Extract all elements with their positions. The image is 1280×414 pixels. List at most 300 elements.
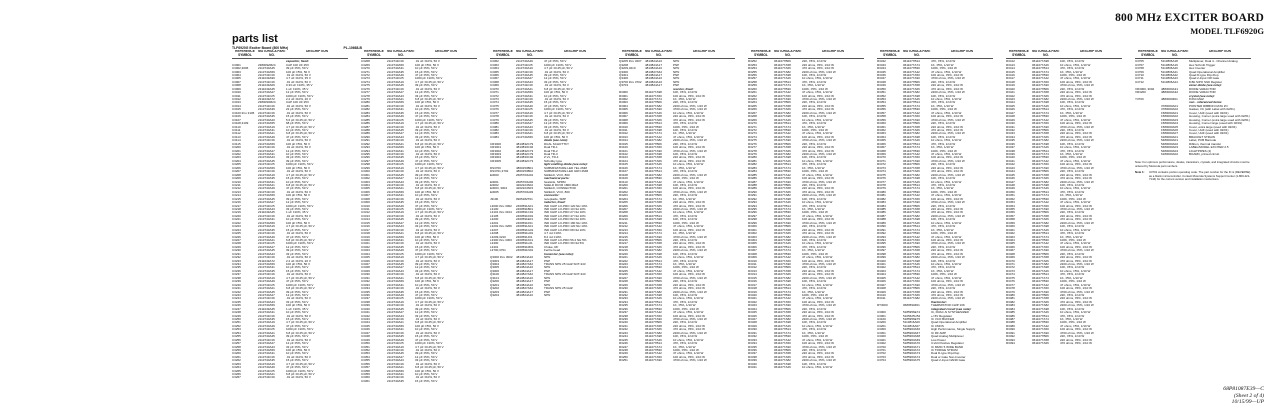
desc-cell: NPN [544, 256, 551, 260]
part-cell: 2113740A59 [387, 369, 404, 373]
desc-cell: 1000 pF ±10%, 50 V [415, 252, 443, 256]
ref-cell: U3100 [877, 318, 886, 321]
part-cell: 2113741F25 [258, 283, 275, 287]
desc-cell: 4.7 pF ±0.25 pF, 50 V [286, 173, 315, 177]
part-cell: 0611077B06 [1032, 335, 1049, 339]
part-cell: 0611077B30 [645, 125, 662, 129]
header-description: DESCRIPTION [1209, 50, 1231, 53]
desc-cell: 4700 ohms, ±5%, 1/10 W [931, 283, 965, 287]
desc-cell: 47 ohms, ±5%, 1/10 W [931, 153, 962, 156]
desc-cell: 15 pF ±5%, 50 V [286, 177, 309, 181]
ref-cell: R3383 [877, 201, 886, 205]
desc-cell: 470 ohms, ±5%, 1/10 W [931, 87, 963, 91]
ref-cell: C3373 [490, 98, 499, 101]
desc-cell: 47 ohms, ±5%, 1/10 W [802, 214, 833, 218]
desc-cell: IC VCO BUFFER [931, 318, 955, 321]
ref-cell: C3229 [232, 245, 241, 249]
part-cell: 2113740A27 [387, 221, 404, 225]
ref-cell: C3260 [232, 352, 241, 356]
ref-cell: R3413 [1006, 63, 1015, 67]
part-cell: 0611077A90 [774, 345, 791, 349]
part-cell: 3780000A02 [1161, 108, 1179, 112]
ref-cell: R3220 [619, 252, 628, 256]
part-cell: 2113741F25 [387, 118, 404, 122]
part-cell: 2113741F25 [387, 208, 404, 211]
ref-cell: R3347 [877, 77, 886, 81]
part-cell: 0611077B06 [903, 245, 920, 249]
part-cell: 2113740A59 [258, 348, 275, 352]
part-cell: 0611077A50 [1032, 163, 1049, 167]
ref-cell: C3279 [361, 98, 370, 101]
part-cell: 0611077A66 [1032, 177, 1049, 181]
ref-cell: R3330 [748, 328, 757, 332]
ref-cell: R3273 [748, 132, 757, 136]
desc-cell: 47 pF ±5%, 50 V [415, 249, 438, 253]
ref-cell: R3339 [748, 359, 757, 363]
part-cell: 0611077A98 [903, 177, 920, 181]
ref-cell: R3010 [619, 125, 628, 129]
ref-cell: R3432 [1006, 128, 1015, 132]
part-cell: 0611077B30 [645, 221, 662, 225]
part-cell: 0611077B06 [1032, 128, 1049, 132]
ref-cell: R3237 [619, 311, 628, 315]
part-cell: 0611077A26 [645, 297, 662, 301]
part-cell: 0611077A26 [903, 221, 920, 225]
ref-cell: R3259 [748, 84, 757, 88]
desc-cell: High Performance, Single Supply [931, 328, 976, 332]
ref-cell: R3408 [877, 287, 886, 291]
part-cell: 2113741F49 [387, 287, 404, 291]
ref-cell: R3298 [748, 218, 757, 222]
desc-cell: 10 ohms, ±5%, 1/10 W [1060, 104, 1091, 108]
desc-cell: 100 ohms, ±5%, 1/10 W [1060, 163, 1092, 167]
ref-cell: C3347 [361, 331, 370, 335]
ref-cell: C3345 [361, 324, 370, 328]
desc-cell: 4700 ohms, ±5%, 1/10 W [802, 345, 836, 349]
ref-cell: R3216 [619, 238, 628, 242]
ref-cell: C3269 [361, 63, 370, 67]
desc-cell: TRANS NPN 25 GHZ SOT-343 [544, 263, 586, 266]
desc-cell: 22K, ±5%, 1/10 W [673, 194, 698, 198]
part-cell: 2113740A21 [258, 287, 275, 291]
desc-cell: 12 pF ±5%, 50 V [286, 293, 309, 297]
desc-cell: 22K, ±5%, 1/10 W [802, 348, 827, 352]
ref-cell: C3247 [232, 307, 241, 311]
ref-cell: R3367 [877, 146, 886, 150]
ref-cell: R3389 [877, 221, 886, 225]
header-part-number: MOTOROLA PART NO. [774, 50, 802, 57]
ref-cell: C3259 [232, 348, 241, 352]
part-cell: 2113740A31 [387, 373, 404, 376]
desc-cell: POINTER RIBBON DATA I/O [1189, 104, 1228, 108]
part-cell: 0611077A98 [645, 293, 662, 297]
desc-cell: 12 pF ±5%, 50 V [415, 355, 438, 359]
desc-cell: 1000 pF ±10%, 50 V [415, 297, 443, 301]
desc-cell: 10 pF ±5%, 50 V [286, 153, 309, 156]
part-cell: 2113740A45 [387, 218, 404, 222]
ref-cell: C3257 [232, 342, 241, 346]
part-cell: 4883000A31 [1161, 87, 1179, 91]
part-cell: 2113740A35 [387, 290, 404, 294]
ref-cell: R3253 [748, 63, 757, 67]
ref-cell: R3436 [1006, 142, 1015, 146]
part-cell: 0611077B30 [774, 170, 791, 174]
desc-cell: 47 ohms, ±5%, 1/10 W [802, 91, 833, 95]
ref-cell: C3297 [361, 159, 370, 163]
desc-cell: 220 ohms, ±5%, 1/10 W [673, 242, 705, 246]
ref-cell: C3278 [361, 94, 370, 98]
desc-cell: .01 uF ±10%, 50 V [415, 376, 440, 380]
part-cell: 2113740A59 [258, 166, 275, 170]
part-cell: 0611077A58 [645, 115, 662, 119]
ref-cell: R3279 [748, 153, 757, 156]
part-cell: 2113741F49 [387, 331, 404, 335]
ref-cell: R3105 [619, 163, 628, 167]
desc-cell: 470 ohms, ±5%, 1/10 W [673, 287, 705, 291]
desc-cell: 10 ohms, ±5%, 1/10 W [931, 98, 962, 101]
part-cell: 0611077A82 [903, 297, 920, 301]
desc-cell: 10K, ±5%, 1/10 W [802, 73, 827, 77]
desc-cell: 470 ohms, ±5%, 1/10 W [931, 252, 963, 256]
part-cell: 4202224S03 [516, 187, 534, 191]
part-cell: 5480000A04 [1161, 149, 1179, 153]
part-cell: 0611077A98 [774, 280, 791, 284]
part-cell: 0611077A66 [1032, 94, 1049, 98]
desc-cell: 10K, ±5%, 1/10 W [673, 128, 698, 132]
ref-cell: R3278 [748, 149, 757, 153]
ref-cell: C3112 [232, 132, 241, 136]
ref-cell: R3227 [619, 276, 628, 280]
part-cell: 0611077B06 [1032, 252, 1049, 256]
desc-cell: IC, FRAC-N SYNTHESIZER [931, 311, 969, 315]
header-ref-symbol: REFERENCE SYMBOL [493, 50, 513, 57]
header-part-number: MOTOROLA PART NO. [1161, 50, 1189, 57]
part-cell: 2113741F49 [516, 128, 533, 132]
table-row [1006, 342, 1122, 345]
desc-cell: SHIELD, VCO, 800 [544, 190, 570, 194]
part-cell: 2113741F49 [516, 98, 533, 101]
desc-cell: 10 ohms, ±5%, 1/10 W [673, 111, 704, 115]
part-cell: 0611077A58 [1032, 173, 1049, 177]
desc-cell: 10 ohms, ±5%, 1/10 W [1060, 269, 1091, 273]
ref-cell: R3352 [877, 94, 886, 98]
ref-cell: R3377 [877, 180, 886, 184]
ref-cell: R3421 [1006, 91, 1015, 95]
part-cell: 0611077A82 [774, 153, 791, 156]
part-cell: 0611077B30 [645, 266, 662, 270]
part-cell: 2113740A59 [516, 91, 533, 95]
desc-cell: 470 ohms, ±5%, 1/10 W [802, 190, 834, 194]
desc-cell: 0.33 uF ±10%, 35 V [286, 84, 313, 88]
ref-cell: R3371 [877, 159, 886, 163]
ref-cell: R3402 [877, 266, 886, 270]
part-cell: 0611077A50 [903, 197, 920, 201]
part-cell: 2113741F49 [516, 115, 533, 119]
part-cell: 0611077A82 [903, 91, 920, 95]
ref-cell: C3250 [232, 318, 241, 321]
ref-cell: C3333 [361, 283, 370, 287]
part-cell: 5113816A09 [903, 321, 920, 325]
desc-cell: 100K, ±5%, 1/10 W [931, 232, 957, 236]
part-cell: 2113741F49 [387, 104, 404, 108]
part-cell: 0611077B30 [903, 190, 920, 194]
ref-cell: C3280 [361, 101, 370, 105]
part-cell: 0611077A74 [645, 232, 662, 236]
ref-cell: CR3001 [490, 146, 502, 150]
desc-cell: 47K, ±5%, 1/10 W [673, 259, 698, 263]
desc-cell: 1K, ±5%, 1/10 W [673, 166, 696, 170]
parts-column [490, 50, 606, 390]
part-cell: 2113740A31 [258, 311, 275, 315]
ref-cell: C3354 [361, 355, 370, 359]
desc-cell: 39 pF ±5%, 50 V [415, 84, 438, 88]
part-cell: 2113740A31 [387, 108, 404, 112]
ref-cell: R3257 [748, 77, 757, 81]
desc-cell: .01 uF ±10%, 50 V [286, 232, 311, 236]
desc-cell: 33 pF ±5%, 50 V [286, 300, 309, 304]
ref-cell: R3375 [877, 173, 886, 177]
part-cell: 0611077A66 [1032, 300, 1049, 304]
ref-cell: R3284 [748, 170, 757, 174]
part-cell: 5185963A67 [903, 331, 921, 335]
ref-cell: C3272 [361, 73, 370, 77]
part-cell: 2113741F49 [258, 139, 275, 143]
ref-cell: C3326 [361, 259, 370, 263]
part-cell: 2113740A45 [258, 249, 275, 253]
part-cell: 2460591E01 [516, 218, 534, 222]
ref-cell: R3305 [748, 242, 757, 246]
part-cell: 0611077B30 [903, 67, 920, 71]
ref-cell: R3318 [748, 287, 757, 291]
part-cell: 0611077A74 [645, 98, 662, 101]
ref-cell: R3209 [619, 214, 628, 218]
desc-cell: 1K, ±5%, 1/10 W [1060, 111, 1083, 115]
ref-cell: C3222 [232, 221, 241, 225]
ref-cell: R3483 [1006, 304, 1015, 308]
part-cell: 4813833C02 [516, 146, 534, 150]
desc-cell: 10 ohms, ±5%, 1/10 W [802, 283, 833, 287]
desc-cell: 47 ohms, ±5%, 1/10 W [802, 256, 833, 260]
part-cell: 2113740A27 [387, 355, 404, 359]
desc-cell: 100 ohms, ±5%, 1/10 W [931, 280, 963, 284]
desc-cell: .01 uF ±10%, 50 V [415, 170, 440, 174]
desc-cell: 4.7 pF ±0.25 pF, 50 V [415, 211, 444, 215]
desc-cell: 22K, ±5%, 1/10 W [931, 163, 956, 167]
part-cell: 0611077A90 [774, 180, 791, 184]
desc-cell: 4.7 pF ±0.25 pF, 50 V [415, 166, 444, 170]
ref-cell: R3307 [748, 249, 757, 253]
document-footer [1223, 386, 1264, 406]
desc-cell: 100K, ±5%, 1/10 W [1060, 115, 1086, 119]
desc-cell: Z.Vx, TR-4 [544, 156, 559, 160]
desc-cell: 220 ohms, ±5%, 1/10 W [673, 324, 705, 328]
desc-cell: 470 ohms, ±5%, 1/10 W [802, 108, 834, 112]
part-cell: 0611077B06 [645, 280, 662, 284]
desc-cell: 2.2 uF ±10%, 20 V [286, 98, 311, 101]
part-cell: 2113740A45 [516, 118, 533, 122]
desc-cell: 470 ohms, ±5%, 1/10 W [1060, 177, 1092, 181]
ref-cell: R3325 [748, 311, 757, 315]
ref-cell: R3471 [1006, 263, 1015, 266]
desc-cell: 15 pF ±5%, 50 V [415, 335, 438, 339]
desc-cell: 12 pF ±5%, 50 V [415, 177, 438, 181]
part-cell: 0611077A58 [903, 249, 920, 253]
desc-cell: 15 pF ±5%, 50 V [415, 245, 438, 249]
part-cell: 0611077A58 [903, 84, 920, 88]
part-cell: 0611077A42 [774, 132, 791, 136]
part-cell: 0611077B30 [903, 108, 920, 112]
desc-cell: 33 pF ±5%, 50 V [415, 94, 438, 98]
desc-cell: PNP [673, 73, 680, 77]
header-description: DESCRIPTION [435, 50, 457, 53]
ref-cell: U3709 [1135, 70, 1144, 74]
ref-cell: C3226 [232, 235, 241, 239]
ref-cell: R3437 [1006, 146, 1015, 150]
part-cell: 2113740A31 [258, 218, 275, 222]
ref-cell: R3226 [619, 273, 628, 277]
desc-cell: 220 ohms, ±5%, 1/10 W [1060, 297, 1092, 301]
desc-cell: 2200 ohms, ±5%, 1/10 W [673, 139, 707, 143]
desc-cell: 12 pF ±5%, 50 V [415, 221, 438, 225]
ref-cell: C3246 [232, 304, 241, 308]
desc-cell: 10K, ±5%, 1/10 W [802, 197, 827, 201]
ref-cell: R3280 [748, 156, 757, 160]
part-cell: 2113740A21 [387, 321, 404, 325]
table-row [748, 366, 864, 369]
desc-cell: 4700 ohms, ±5%, 1/10 W [802, 263, 836, 266]
table-row [490, 294, 606, 297]
part-cell: 0611077B06 [1032, 87, 1049, 91]
part-cell: 2113740A19 [387, 166, 404, 170]
ref-cell: C3335 [361, 290, 370, 294]
ref-cell: C3215 [232, 197, 241, 201]
part-cell: 0611077A26 [903, 98, 920, 101]
desc-cell: 1K, ±5%, 1/10 W [1060, 318, 1083, 321]
part-cell: 0611077A50 [774, 259, 791, 263]
ref-cell: C3296 [361, 156, 370, 160]
ref-cell: R3409 [877, 290, 886, 294]
desc-cell: 22K, ±5%, 1/10 W [1060, 170, 1085, 174]
ref-cell: C3344 [361, 321, 370, 325]
part-cell: 0611077A82 [774, 318, 791, 321]
desc-cell: .01 uF ±10%, 50 V [544, 70, 569, 74]
ref-cell: CR3000 [490, 142, 502, 146]
desc-cell: 47 pF ±5%, 50 V [415, 204, 438, 208]
ref-cell: R3269 [748, 118, 757, 122]
desc-cell: .01 uF ±10%, 50 V [286, 214, 311, 218]
ref-cell: R3264 [748, 101, 757, 105]
part-cell: 4813827A62 [645, 70, 663, 74]
part-cell: 2113740A49 [258, 187, 275, 191]
part-cell: 0611077B06 [1032, 170, 1049, 174]
part-cell: 2113740A59 [258, 304, 275, 308]
ref-cell: C3364 [490, 67, 499, 71]
ref-cell: R3344 [877, 67, 886, 71]
desc-cell: 4700 ohms, ±5%, 1/10 W [673, 318, 707, 321]
desc-cell: 1K, ±5%, 1/10 W [673, 232, 696, 236]
desc-cell: 12 pF ±5%, 50 V [544, 122, 567, 126]
ref-cell: C3002,3006 [232, 67, 249, 71]
part-cell: 0611077B30 [774, 335, 791, 339]
part-cell: 2113740A45 [258, 67, 275, 71]
ref-cell: L3209,3210 [490, 235, 506, 239]
ref-cell: C3007 [232, 80, 241, 84]
desc-cell: 10 ohms, ±5%, 1/10 W [802, 366, 833, 370]
ref-cell: R3235 [619, 304, 628, 308]
ref-cell: C3262 [232, 359, 241, 363]
part-cell: 0611077A26 [774, 77, 791, 81]
desc-cell: 1K, ±5%, 1/10 W [802, 208, 825, 211]
desc-cell: 470 ohms, ±5%, 1/10 W [1060, 94, 1092, 98]
desc-cell: 47K, ±5%, 1/10 W [1060, 108, 1085, 112]
ref-cell: U3201 [877, 324, 886, 328]
desc-cell: 100K, ±5%, 1/10 W [802, 128, 828, 132]
footer-sheet: (Sheet 2 of 4) [1234, 392, 1264, 399]
desc-cell: 15 pF ±5%, 50 V [286, 115, 309, 119]
parts-list-title: parts list [232, 33, 278, 45]
ref-cell: C3270 [361, 67, 370, 71]
part-cell: 0611077A42 [1032, 159, 1049, 163]
ref-cell: C3291 [361, 139, 370, 143]
ref-cell: Q3201 [490, 283, 500, 287]
part-cell: 0611077A90 [774, 139, 791, 143]
desc-cell: 2200 ohms, ±5%, 1/10 W [673, 290, 707, 294]
part-cell: 0611077A58 [774, 352, 791, 356]
desc-cell: 47 ohms, ±5%, 1/10 W [1060, 283, 1091, 287]
ref-cell: C3224 [232, 228, 241, 232]
ref-cell: C3228 [232, 242, 241, 246]
table-row [232, 376, 348, 379]
desc-cell: 47 ohms, ±5%, 1/10 W [673, 225, 704, 229]
part-cell: 0611077A98 [1032, 307, 1049, 311]
desc-cell: 220 ohms, ±5%, 1/10 W [931, 125, 963, 129]
part-cell: 2113741F49 [258, 170, 275, 174]
desc-cell: 220 ohms, ±5%, 1/10 W [802, 63, 834, 67]
part-cell: 5185963A75 [903, 359, 921, 363]
desc-cell: 47K, ±5%, 1/10 W [802, 204, 827, 208]
ref-cell: R3370 [877, 156, 886, 160]
part-cell: 5105625U54 [903, 314, 921, 318]
part-cell: 0611077B30 [903, 149, 920, 153]
desc-cell: integrated circuit (see note): [931, 307, 972, 311]
desc-cell: 10 ohms, ±5%, 1/10 W [802, 159, 833, 163]
ref-cell: R3217 [619, 242, 628, 246]
ref-cell: C3299 [361, 166, 370, 170]
ref-cell: R3372 [877, 163, 886, 167]
part-cell: 0611077A66 [1032, 259, 1049, 263]
ref-cell: U3702 [877, 352, 886, 356]
desc-cell: 100 ohms, ±5%, 1/10 W [931, 115, 963, 119]
part-cell: 0611077A82 [1032, 263, 1049, 266]
part-cell: 4813824A17 [645, 84, 663, 88]
ref-cell: U3200 [877, 321, 886, 325]
part-cell: 2113740A35 [387, 379, 404, 383]
ref-cell: C3368 [490, 80, 499, 84]
desc-cell: 1K, ±5%, 1/10 W [931, 104, 954, 108]
desc-cell: .01 uF ±10%, 50 V [415, 362, 440, 366]
desc-cell: 22K, ±5%, 1/10 W [802, 60, 827, 64]
ref-cell: C3304 [361, 183, 370, 187]
ref-cell: R3416 [1006, 73, 1015, 77]
part-cell: 0611077A42 [774, 256, 791, 260]
ref-cell: C3235 [232, 266, 241, 270]
desc-cell: 100K, ±5%, 1/10 W [802, 335, 828, 339]
desc-cell: 6.8 pF ±0.25 pF, 50 V [415, 276, 444, 280]
desc-cell: 4700 ohms, ±5%, 1/10 W [673, 235, 707, 239]
part-cell: 0611077B14 [774, 287, 791, 291]
header-description: DESCRIPTION [1080, 50, 1102, 53]
ref-cell: C3214 [232, 194, 241, 198]
